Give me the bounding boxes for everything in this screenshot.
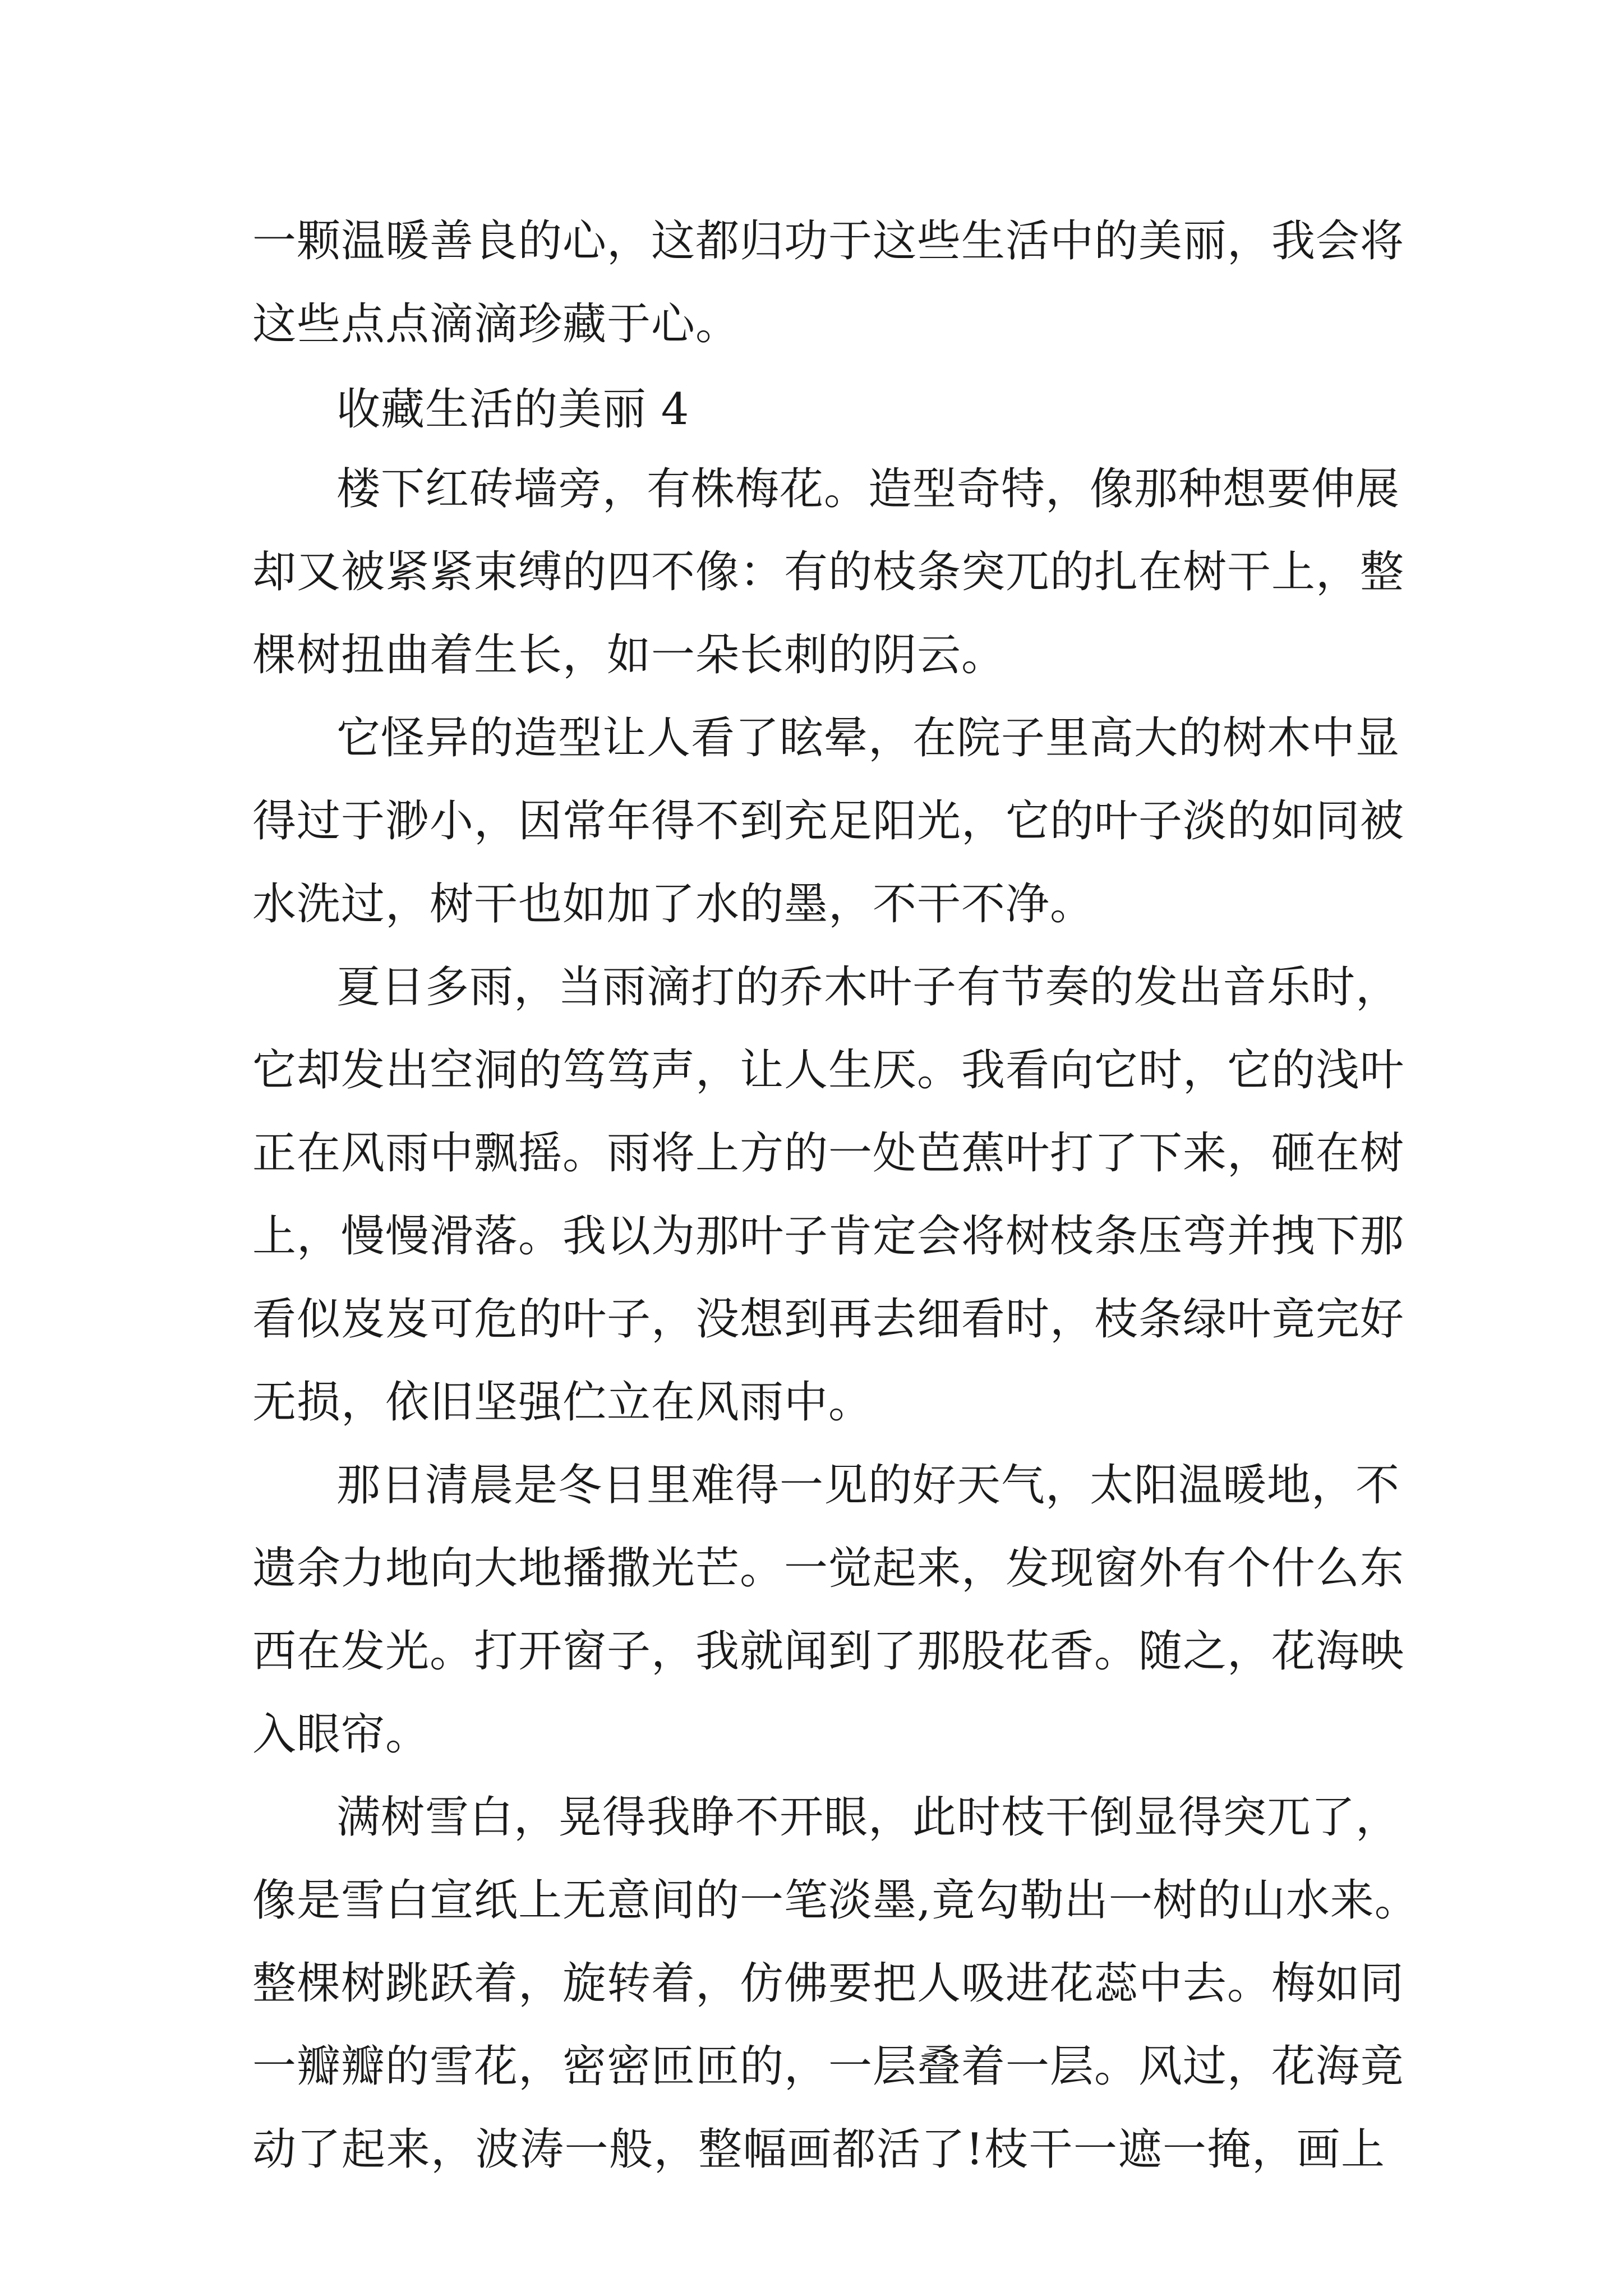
text-line: 水洗过，树干也如加了水的墨，不干不净。 [252,879,1095,930]
text-line: 一颗温暖善良的心，这都归功于这些生活中的美丽，我会将 [252,216,1405,266]
section-heading: 收藏生活的美丽 4 [336,384,690,435]
text-line: 它却发出空洞的笃笃声，让人生厌。我看向它时，它的浅叶 [252,1045,1405,1096]
text-line: 它怪异的造型让人看了眩晕，在院子里高大的树木中显 [336,713,1400,763]
text-line: 一瓣瓣的雪花，密密匝匝的，一层叠着一层。风过，花海竟 [252,2041,1405,2092]
text-line: 正在风雨中飘摇。雨将上方的一处芭蕉叶打了下来，砸在树 [252,1128,1405,1179]
text-line: 这些点点滴滴珍藏于心。 [252,299,740,349]
text-line: 动了起来，波涛一般，整幅画都活了!枝干一遮一掩，画上 [252,2124,1385,2175]
text-line: 入眼帘。 [252,1709,430,1760]
text-line: 上，慢慢滑落。我以为那叶子肯定会将树枝条压弯并拽下那 [252,1211,1405,1262]
text-line: 遗余力地向大地播撒光芒。一觉起来，发现窗外有个什么东 [252,1543,1405,1594]
text-line: 满树雪白，晃得我睁不开眼，此时枝干倒显得突兀了， [336,1792,1400,1843]
text-line: 无损，依旧坚强伫立在风雨中。 [252,1377,873,1428]
text-line: 夏日多雨，当雨滴打的乔木叶子有节奏的发出音乐时， [336,962,1400,1013]
text-line: 整棵树跳跃着，旋转着，仿佛要把人吸进花蕊中去。梅如同 [252,1958,1405,2009]
text-line: 西在发光。打开窗子，我就闻到了那股花香。随之，花海映 [252,1626,1405,1677]
text-line: 得过于渺小，因常年得不到充足阳光，它的叶子淡的如同被 [252,796,1405,846]
text-line: 那日清晨是冬日里难得一见的好天气，太阳温暖地，不 [336,1460,1400,1511]
text-line: 看似岌岌可危的叶子，没想到再去细看时，枝条绿叶竟完好 [252,1294,1405,1345]
text-line: 楼下红砖墙旁，有株梅花。造型奇特，像那种想要伸展 [336,464,1400,514]
text-line: 棵树扭曲着生长，如一朵长刺的阴云。 [252,630,1006,680]
text-line: 像是雪白宣纸上无意间的一笔淡墨,竟勾勒出一树的山水来。 [252,1875,1419,1926]
text-line: 却又被紧紧束缚的四不像：有的枝条突兀的扎在树干上，整 [252,547,1405,597]
